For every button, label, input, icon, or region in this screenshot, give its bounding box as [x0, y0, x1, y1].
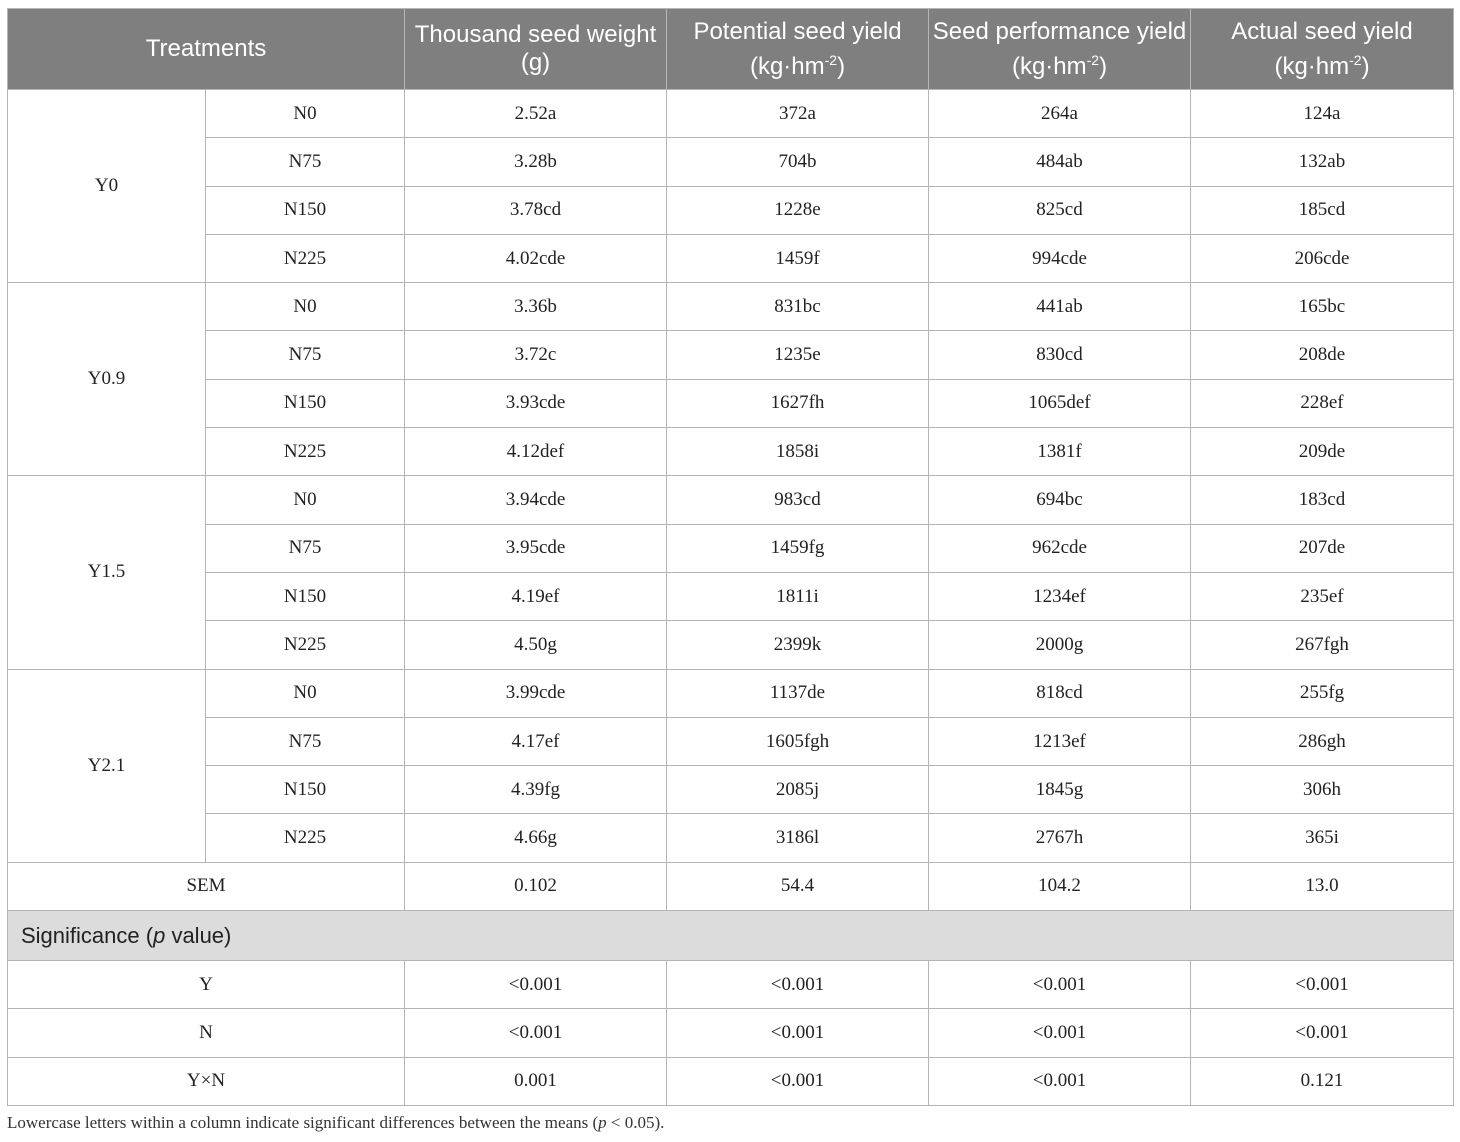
- table-row: [8, 572, 1454, 620]
- n-level: N75: [206, 717, 405, 765]
- significance-header-row: [8, 911, 1454, 961]
- potential-cell: 1627fh: [667, 379, 929, 427]
- footnote-pre: Lowercase letters within a column indicate significant differences between the means (: [7, 1113, 599, 1132]
- potential-cell: 2399k: [667, 621, 929, 669]
- potential-cell: 372a: [667, 90, 929, 138]
- tsw-cell: 3.93cde: [405, 379, 667, 427]
- actual-cell: 206cde: [1191, 234, 1454, 282]
- footnote-post: < 0.05).: [606, 1113, 665, 1132]
- header-performance-exp: -2: [1086, 51, 1100, 68]
- n-level: N0: [206, 669, 405, 717]
- tsw-cell: 3.94cde: [405, 476, 667, 524]
- potential-cell: 831bc: [667, 283, 929, 331]
- p-value-cell: <0.001: [667, 1057, 929, 1105]
- p-value-cell: <0.001: [405, 1009, 667, 1057]
- n-level: N0: [206, 476, 405, 524]
- header-actual-close: ): [1361, 52, 1370, 80]
- header-thousand-seed-weight: Thousand seed weight (g): [405, 9, 667, 90]
- performance-cell: 818cd: [929, 669, 1191, 717]
- significance-row: [8, 1009, 1454, 1057]
- performance-cell: 1845g: [929, 766, 1191, 814]
- significance-factor: N: [8, 1009, 405, 1057]
- performance-cell: 441ab: [929, 283, 1191, 331]
- header-seed-performance-yield: [929, 9, 1191, 90]
- actual-cell: 183cd: [1191, 476, 1454, 524]
- tsw-cell: 3.99cde: [405, 669, 667, 717]
- performance-cell: 694bc: [929, 476, 1191, 524]
- significance-row: [8, 1057, 1454, 1105]
- sem-actual: 13.0: [1191, 862, 1454, 910]
- p-value-cell: 0.121: [1191, 1057, 1454, 1105]
- potential-cell: 1235e: [667, 331, 929, 379]
- sem-tsw: 0.102: [405, 862, 667, 910]
- performance-cell: 962cde: [929, 524, 1191, 572]
- potential-cell: 983cd: [667, 476, 929, 524]
- tsw-cell: 3.78cd: [405, 186, 667, 234]
- n-level: N225: [206, 621, 405, 669]
- group-label: Y1.5: [8, 476, 206, 669]
- p-value-cell: <0.001: [1191, 1009, 1454, 1057]
- p-value-cell: <0.001: [929, 961, 1191, 1009]
- table-row: [8, 621, 1454, 669]
- potential-cell: 3186l: [667, 814, 929, 862]
- actual-cell: 267fgh: [1191, 621, 1454, 669]
- p-value-cell: 0.001: [405, 1057, 667, 1105]
- significance-factor: Y: [8, 961, 405, 1009]
- group-label: Y0.9: [8, 283, 206, 476]
- header-performance-text: Seed performance yield (kg·hm: [932, 17, 1187, 80]
- table-row: [8, 669, 1454, 717]
- n-level: N150: [206, 379, 405, 427]
- tsw-cell: 4.39fg: [405, 766, 667, 814]
- potential-cell: 2085j: [667, 766, 929, 814]
- significance-label-post: value): [165, 922, 232, 948]
- n-level: N75: [206, 138, 405, 186]
- actual-cell: 365i: [1191, 814, 1454, 862]
- performance-cell: 2000g: [929, 621, 1191, 669]
- n-level: N150: [206, 186, 405, 234]
- performance-cell: 2767h: [929, 814, 1191, 862]
- actual-cell: 165bc: [1191, 283, 1454, 331]
- performance-cell: 1065def: [929, 379, 1191, 427]
- table-row: [8, 186, 1454, 234]
- n-level: N75: [206, 524, 405, 572]
- table-row: [8, 331, 1454, 379]
- table-row: [8, 717, 1454, 765]
- actual-cell: 207de: [1191, 524, 1454, 572]
- performance-cell: 1234ef: [929, 572, 1191, 620]
- significance-heading: [8, 911, 1454, 961]
- table-row: [8, 283, 1454, 331]
- n-level: N0: [206, 90, 405, 138]
- potential-cell: 1858i: [667, 428, 929, 476]
- performance-cell: 825cd: [929, 186, 1191, 234]
- potential-cell: 1137de: [667, 669, 929, 717]
- header-row: [8, 9, 1454, 90]
- tsw-cell: 3.72c: [405, 331, 667, 379]
- potential-cell: 704b: [667, 138, 929, 186]
- potential-cell: 1228e: [667, 186, 929, 234]
- tsw-cell: 3.36b: [405, 283, 667, 331]
- p-value-cell: <0.001: [667, 1009, 929, 1057]
- performance-cell: 264a: [929, 90, 1191, 138]
- header-actual-exp: -2: [1349, 51, 1362, 68]
- sem-row: [8, 862, 1454, 910]
- actual-cell: 228ef: [1191, 379, 1454, 427]
- potential-cell: 1459f: [667, 234, 929, 282]
- n-level: N225: [206, 234, 405, 282]
- tsw-cell: 2.52a: [405, 90, 667, 138]
- n-level: N150: [206, 572, 405, 620]
- n-level: N0: [206, 283, 405, 331]
- p-value-cell: <0.001: [1191, 961, 1454, 1009]
- tsw-cell: 4.12def: [405, 428, 667, 476]
- tsw-cell: 3.28b: [405, 138, 667, 186]
- header-potential-text: Potential seed yield (kg·hm: [693, 17, 902, 80]
- tsw-cell: 4.50g: [405, 621, 667, 669]
- p-value-cell: <0.001: [929, 1057, 1191, 1105]
- table-row: [8, 476, 1454, 524]
- group-label: Y0: [8, 90, 206, 283]
- actual-cell: 235ef: [1191, 572, 1454, 620]
- n-level: N75: [206, 331, 405, 379]
- sem-label: SEM: [8, 862, 405, 910]
- p-value-cell: <0.001: [667, 961, 929, 1009]
- significance-label-p: p: [153, 922, 166, 948]
- n-level: N225: [206, 814, 405, 862]
- potential-cell: 1811i: [667, 572, 929, 620]
- tsw-cell: 4.66g: [405, 814, 667, 862]
- tsw-cell: 4.17ef: [405, 717, 667, 765]
- table-footnote: [7, 1113, 664, 1133]
- group-label: Y2.1: [8, 669, 206, 862]
- header-treatments: Treatments: [8, 9, 405, 90]
- performance-cell: 830cd: [929, 331, 1191, 379]
- actual-cell: 132ab: [1191, 138, 1454, 186]
- table-row: [8, 524, 1454, 572]
- header-actual-seed-yield: [1191, 9, 1454, 90]
- potential-cell: 1605fgh: [667, 717, 929, 765]
- results-table: [7, 8, 1454, 1106]
- header-potential-close: ): [837, 52, 846, 80]
- tsw-cell: 3.95cde: [405, 524, 667, 572]
- performance-cell: 1213ef: [929, 717, 1191, 765]
- table-row: [8, 138, 1454, 186]
- header-potential-exp: -2: [824, 51, 838, 68]
- sem-performance: 104.2: [929, 862, 1191, 910]
- n-level: N150: [206, 766, 405, 814]
- actual-cell: 286gh: [1191, 717, 1454, 765]
- potential-cell: 1459fg: [667, 524, 929, 572]
- performance-cell: 994cde: [929, 234, 1191, 282]
- p-value-cell: <0.001: [405, 961, 667, 1009]
- sem-potential: 54.4: [667, 862, 929, 910]
- p-value-cell: <0.001: [929, 1009, 1191, 1057]
- header-actual-text: Actual seed yield (kg·hm: [1231, 17, 1413, 80]
- performance-cell: 484ab: [929, 138, 1191, 186]
- header-potential-seed-yield: [667, 9, 929, 90]
- tsw-cell: 4.19ef: [405, 572, 667, 620]
- actual-cell: 208de: [1191, 331, 1454, 379]
- actual-cell: 255fg: [1191, 669, 1454, 717]
- table-row: [8, 428, 1454, 476]
- significance-factor: Y×N: [8, 1057, 405, 1105]
- n-level: N225: [206, 428, 405, 476]
- actual-cell: 209de: [1191, 428, 1454, 476]
- table-row: [8, 90, 1454, 138]
- significance-label-pre: Significance (: [21, 922, 154, 948]
- footnote-p: p: [598, 1113, 607, 1132]
- actual-cell: 124a: [1191, 90, 1454, 138]
- table-row: [8, 766, 1454, 814]
- actual-cell: 185cd: [1191, 186, 1454, 234]
- actual-cell: 306h: [1191, 766, 1454, 814]
- table-row: [8, 234, 1454, 282]
- significance-row: [8, 961, 1454, 1009]
- tsw-cell: 4.02cde: [405, 234, 667, 282]
- table-row: [8, 814, 1454, 862]
- table-row: [8, 379, 1454, 427]
- header-performance-close: ): [1099, 52, 1108, 80]
- performance-cell: 1381f: [929, 428, 1191, 476]
